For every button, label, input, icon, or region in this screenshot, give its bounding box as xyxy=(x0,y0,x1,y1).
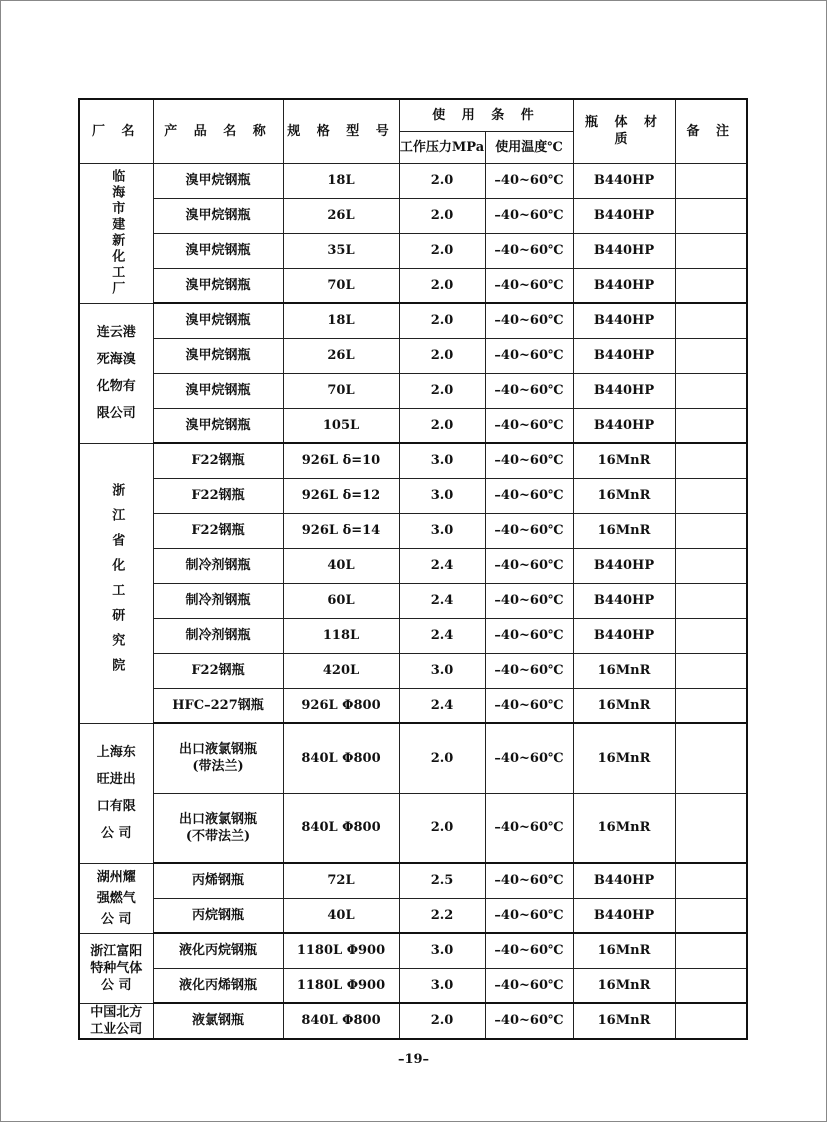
material-cell: B440HP xyxy=(573,198,675,233)
spec-cell: 1180L Φ900 xyxy=(283,968,399,1003)
product-cell: 溴甲烷钢瓶 xyxy=(153,408,283,443)
spec-cell: 926L δ=12 xyxy=(283,478,399,513)
temperature-cell: –40~60℃ xyxy=(485,548,573,583)
spec-cell: 840L Φ800 xyxy=(283,1003,399,1039)
factory-name: 浙江富阳 特种气体 公 司 xyxy=(90,943,143,993)
spec-cell: 26L xyxy=(283,198,399,233)
header-pressure: 工作压力MPa xyxy=(399,131,485,163)
remarks-cell xyxy=(675,898,747,933)
temperature-cell: –40~60℃ xyxy=(485,1003,573,1039)
pressure-cell: 2.0 xyxy=(399,338,485,373)
remarks-cell xyxy=(675,408,747,443)
remarks-cell xyxy=(675,513,747,548)
factory-cell xyxy=(79,163,153,303)
spec-cell: 926L δ=14 xyxy=(283,513,399,548)
material-cell: B440HP xyxy=(573,163,675,198)
pressure-cell: 3.0 xyxy=(399,933,485,968)
header-product: 产 品 名 称 xyxy=(153,99,283,163)
remarks-cell xyxy=(675,443,747,478)
material-cell: B440HP xyxy=(573,863,675,898)
temperature-cell: –40~60℃ xyxy=(485,443,573,478)
product-cell: HFC–227钢瓶 xyxy=(153,688,283,723)
spec-cell: 26L xyxy=(283,338,399,373)
remarks-cell xyxy=(675,233,747,268)
pressure-cell: 2.0 xyxy=(399,1003,485,1039)
temperature-cell: –40~60℃ xyxy=(485,513,573,548)
product-cell: 制冷剂钢瓶 xyxy=(153,618,283,653)
spec-cell: 118L xyxy=(283,618,399,653)
remarks-cell xyxy=(675,303,747,338)
remarks-cell xyxy=(675,793,747,863)
header-spec: 规 格 型 号 xyxy=(283,99,399,163)
product-cell: 液氯钢瓶 xyxy=(153,1003,283,1039)
material-cell: 16MnR xyxy=(573,688,675,723)
factory-name: 浙江省化工研究院 xyxy=(109,483,125,683)
product-cell: 溴甲烷钢瓶 xyxy=(153,338,283,373)
temperature-cell: –40~60℃ xyxy=(485,408,573,443)
remarks-cell xyxy=(675,373,747,408)
temperature-cell: –40~60℃ xyxy=(485,688,573,723)
material-cell: B440HP xyxy=(573,408,675,443)
spec-cell: 926L Φ800 xyxy=(283,688,399,723)
temperature-cell: –40~60℃ xyxy=(485,233,573,268)
header-remarks: 备 注 xyxy=(675,99,747,163)
pressure-cell: 2.4 xyxy=(399,688,485,723)
material-cell: 16MnR xyxy=(573,968,675,1003)
product-cell: 出口液氯钢瓶 (带法兰) xyxy=(153,723,283,793)
material-cell: B440HP xyxy=(573,583,675,618)
spec-cell: 840L Φ800 xyxy=(283,793,399,863)
remarks-cell xyxy=(675,933,747,968)
product-cell: 溴甲烷钢瓶 xyxy=(153,303,283,338)
temperature-cell: –40~60℃ xyxy=(485,898,573,933)
factory-name: 湖州耀 强燃气 公 司 xyxy=(96,869,136,927)
pressure-cell: 3.0 xyxy=(399,653,485,688)
pressure-cell: 2.4 xyxy=(399,583,485,618)
material-cell: B440HP xyxy=(573,338,675,373)
header-usage: 使 用 条 件 xyxy=(399,99,573,131)
pressure-cell: 2.4 xyxy=(399,548,485,583)
remarks-cell xyxy=(675,688,747,723)
product-cell: 丙烯钢瓶 xyxy=(153,863,283,898)
temperature-cell: –40~60℃ xyxy=(485,933,573,968)
temperature-cell: –40~60℃ xyxy=(485,618,573,653)
material-cell: B440HP xyxy=(573,373,675,408)
product-cell: F22钢瓶 xyxy=(153,478,283,513)
temperature-cell: –40~60℃ xyxy=(485,968,573,1003)
factory-name: 上海东 旺进出 口有限 公 司 xyxy=(96,745,136,841)
factory-cell xyxy=(79,443,153,723)
temperature-cell: –40~60℃ xyxy=(485,478,573,513)
spec-cell: 70L xyxy=(283,268,399,303)
product-cell: 出口液氯钢瓶 (不带法兰) xyxy=(153,793,283,863)
factory-name: 临海市建新化工厂 xyxy=(109,169,125,297)
material-cell: B440HP xyxy=(573,898,675,933)
pressure-cell: 3.0 xyxy=(399,513,485,548)
remarks-cell xyxy=(675,163,747,198)
material-cell: B440HP xyxy=(573,268,675,303)
spec-cell: 105L xyxy=(283,408,399,443)
spec-cell: 72L xyxy=(283,863,399,898)
factory-name: 连云港 死海溴 化物有 限公司 xyxy=(96,325,136,421)
product-cell: 制冷剂钢瓶 xyxy=(153,583,283,618)
temperature-cell: –40~60℃ xyxy=(485,338,573,373)
spec-cell: 420L xyxy=(283,653,399,688)
product-cell: 溴甲烷钢瓶 xyxy=(153,163,283,198)
pressure-cell: 2.0 xyxy=(399,268,485,303)
pressure-cell: 2.4 xyxy=(399,618,485,653)
material-cell: B440HP xyxy=(573,303,675,338)
temperature-cell: –40~60℃ xyxy=(485,303,573,338)
spec-cell: 1180L Φ900 xyxy=(283,933,399,968)
page-number: –19– xyxy=(397,1052,430,1067)
remarks-cell xyxy=(675,548,747,583)
pressure-cell: 3.0 xyxy=(399,968,485,1003)
product-cell: 液化丙烯钢瓶 xyxy=(153,968,283,1003)
spec-cell: 926L δ=10 xyxy=(283,443,399,478)
factory-cell xyxy=(79,933,153,1003)
product-cell: 溴甲烷钢瓶 xyxy=(153,268,283,303)
temperature-cell: –40~60℃ xyxy=(485,863,573,898)
material-cell: B440HP xyxy=(573,233,675,268)
pressure-cell: 2.2 xyxy=(399,898,485,933)
spec-cell: 40L xyxy=(283,898,399,933)
factory-name: 中国北方 工业公司 xyxy=(90,1004,143,1037)
temperature-cell: –40~60℃ xyxy=(485,268,573,303)
material-cell: 16MnR xyxy=(573,933,675,968)
product-cell: 丙烷钢瓶 xyxy=(153,898,283,933)
material-cell: 16MnR xyxy=(573,653,675,688)
pressure-cell: 2.0 xyxy=(399,408,485,443)
product-cell: F22钢瓶 xyxy=(153,513,283,548)
temperature-cell: –40~60℃ xyxy=(485,198,573,233)
spec-cell: 60L xyxy=(283,583,399,618)
material-cell: 16MnR xyxy=(573,723,675,793)
remarks-cell xyxy=(675,653,747,688)
material-cell: B440HP xyxy=(573,548,675,583)
material-cell: 16MnR xyxy=(573,793,675,863)
spec-cell: 840L Φ800 xyxy=(283,723,399,793)
pressure-cell: 2.0 xyxy=(399,198,485,233)
pressure-cell: 2.0 xyxy=(399,373,485,408)
remarks-cell xyxy=(675,583,747,618)
spec-cell: 35L xyxy=(283,233,399,268)
spec-cell: 70L xyxy=(283,373,399,408)
pressure-cell: 3.0 xyxy=(399,478,485,513)
temperature-cell: –40~60℃ xyxy=(485,723,573,793)
material-cell: B440HP xyxy=(573,618,675,653)
remarks-cell xyxy=(675,968,747,1003)
factory-cell xyxy=(79,1003,153,1039)
product-cell: 溴甲烷钢瓶 xyxy=(153,233,283,268)
header-factory: 厂 名 xyxy=(79,99,153,163)
temperature-cell: –40~60℃ xyxy=(485,163,573,198)
product-cell: F22钢瓶 xyxy=(153,653,283,688)
pressure-cell: 2.0 xyxy=(399,723,485,793)
factory-cell xyxy=(79,723,153,863)
product-cell: 溴甲烷钢瓶 xyxy=(153,373,283,408)
pressure-cell: 2.0 xyxy=(399,233,485,268)
product-cell: 液化丙烷钢瓶 xyxy=(153,933,283,968)
pressure-cell: 2.0 xyxy=(399,793,485,863)
table-body xyxy=(79,163,747,1039)
material-cell: 16MnR xyxy=(573,443,675,478)
spec-cell: 18L xyxy=(283,303,399,338)
factory-cell xyxy=(79,303,153,443)
temperature-cell: –40~60℃ xyxy=(485,653,573,688)
remarks-cell xyxy=(675,478,747,513)
material-cell: 16MnR xyxy=(573,1003,675,1039)
pressure-cell: 2.0 xyxy=(399,163,485,198)
factory-cell xyxy=(79,863,153,933)
remarks-cell xyxy=(675,863,747,898)
temperature-cell: –40~60℃ xyxy=(485,373,573,408)
remarks-cell xyxy=(675,618,747,653)
remarks-cell xyxy=(675,338,747,373)
pressure-cell: 3.0 xyxy=(399,443,485,478)
header-material: 瓶 体 材 质 xyxy=(573,99,675,163)
header-temperature: 使用温度℃ xyxy=(485,131,573,163)
material-cell: 16MnR xyxy=(573,513,675,548)
product-cell: F22钢瓶 xyxy=(153,443,283,478)
product-cell: 制冷剂钢瓶 xyxy=(153,548,283,583)
spec-cell: 40L xyxy=(283,548,399,583)
remarks-cell xyxy=(675,198,747,233)
temperature-cell: –40~60℃ xyxy=(485,583,573,618)
temperature-cell: –40~60℃ xyxy=(485,793,573,863)
material-cell: 16MnR xyxy=(573,478,675,513)
remarks-cell xyxy=(675,723,747,793)
cylinder-spec-table xyxy=(78,98,748,1040)
product-cell: 溴甲烷钢瓶 xyxy=(153,198,283,233)
remarks-cell xyxy=(675,1003,747,1039)
pressure-cell: 2.0 xyxy=(399,303,485,338)
spec-cell: 18L xyxy=(283,163,399,198)
pressure-cell: 2.5 xyxy=(399,863,485,898)
remarks-cell xyxy=(675,268,747,303)
